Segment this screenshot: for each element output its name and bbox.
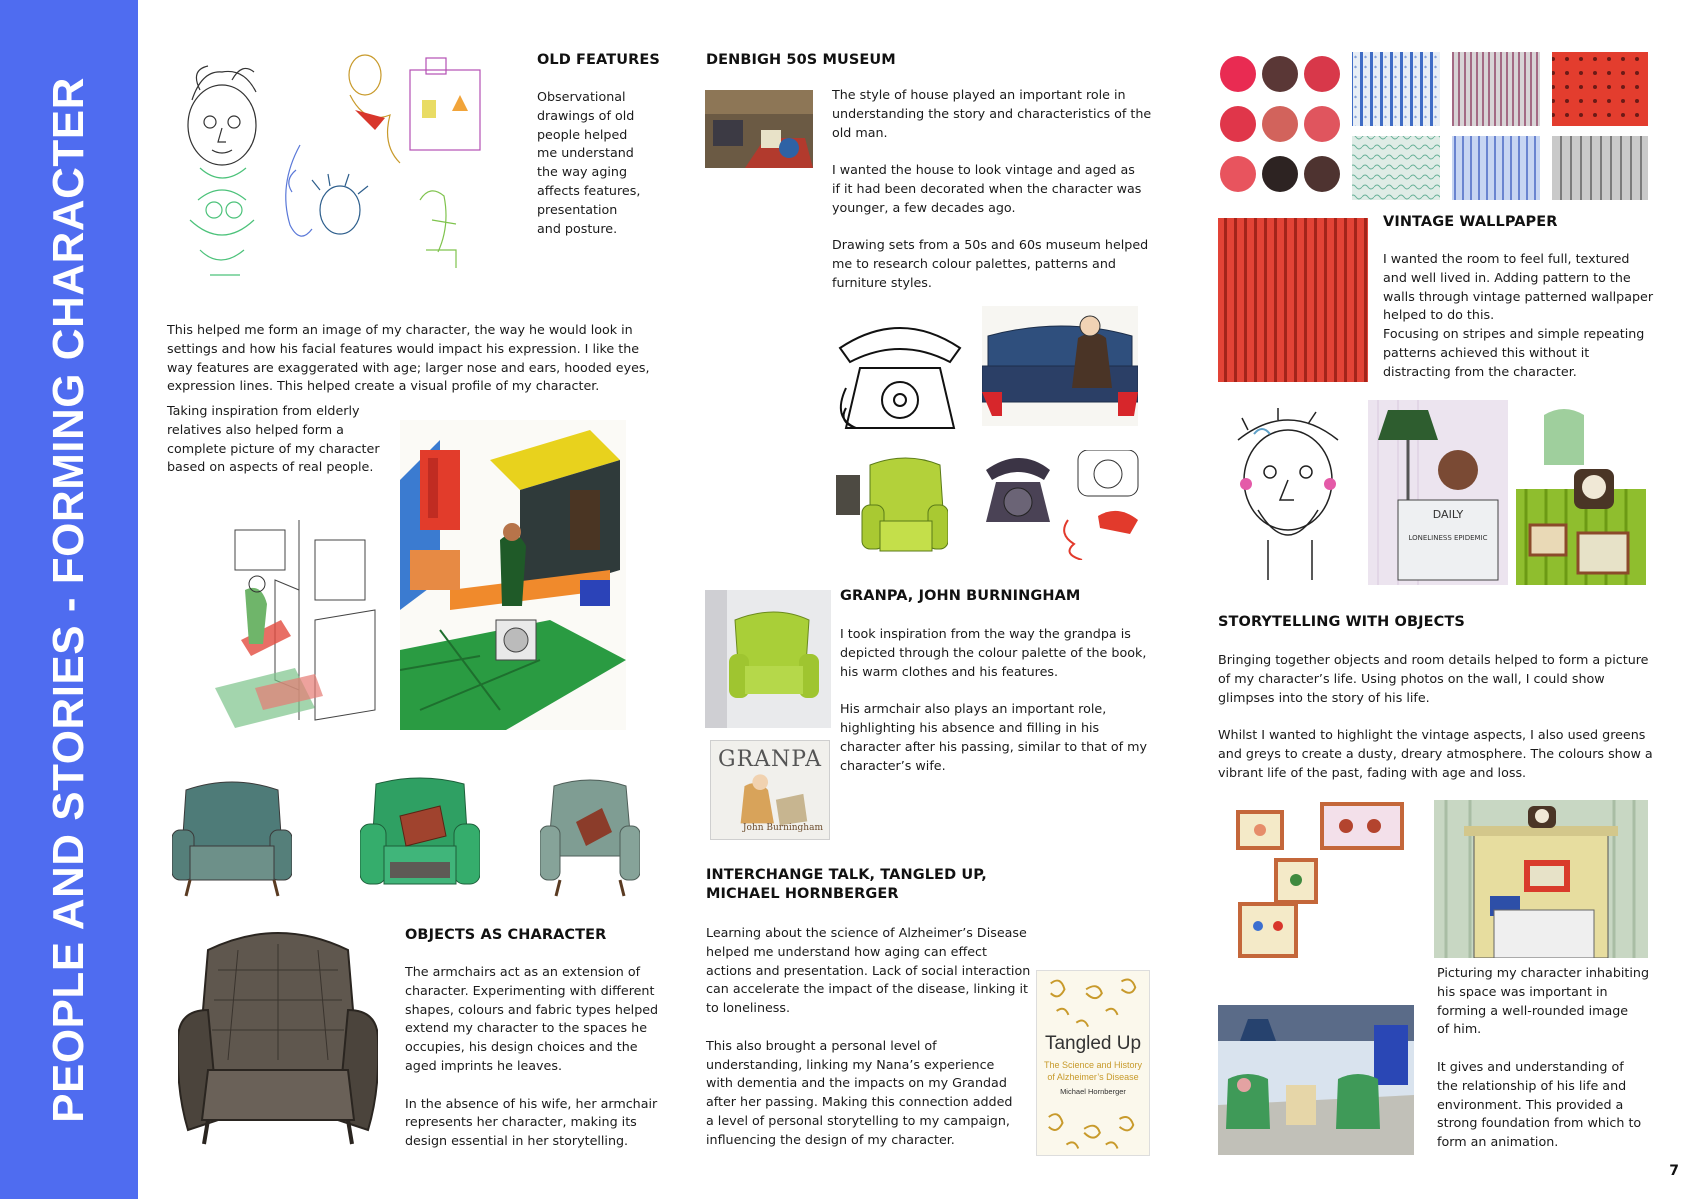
red-telephone-sketch — [1058, 450, 1148, 560]
denbigh-heading: DENBIGH 50S MUSEUM — [706, 52, 896, 68]
character-image-paragraph: This helped me form an image of my character, the way he would look in settings and how his facial features would impact his expression. I like the way features are exaggerated with age; larger nose and ears, hooded eyes, expression lines. This helped create a visual profile of my character. — [167, 322, 650, 394]
sidebar-title: PEOPLE AND STORIES - FORMING CHARACTER — [44, 77, 93, 1123]
vintage-wallpaper-text: I wanted the room to feel full, textured and well lived in. Adding pattern to the walls through vintage patterned wallpaper helped to do this. Focusing on stripes and simple repeating patterns achieved this without it distracting from the character. — [1383, 251, 1654, 379]
tangled-up-book-cover — [1036, 970, 1150, 1156]
bearded-man-sketch — [1218, 400, 1358, 585]
living-room-two-chairs-drawing — [1218, 1005, 1414, 1155]
sofa-with-man-drawing — [982, 306, 1138, 426]
green-armchair-drawing — [836, 455, 948, 555]
vintage-wallpaper-heading: VINTAGE WALLPAPER — [1383, 214, 1558, 230]
interchange-heading-line-1: INTERCHANGE TALK, TANGLED UP, — [706, 867, 987, 883]
sidebar — [0, 0, 138, 1199]
granpa-book-author: John Burningham — [742, 823, 823, 833]
objects-as-character-text: The armchairs act as an extension of character. Experimenting with different shapes, colours and fabric types helped extend my character to the spaces he occupies, his design choices and the aged imprints he leaves. In the absence of his wife, her armchair represents her character, making its design essential in her storytelling. — [405, 964, 659, 1149]
old-features-heading: OLD FEATURES — [537, 52, 660, 68]
armchair-sketch-green-cushion — [360, 776, 480, 900]
newspaper-headline: LONELINESS EPIDEMIC — [1408, 534, 1488, 542]
old-features-sketches — [170, 50, 518, 295]
leather-armchair-drawing — [178, 930, 378, 1150]
telephone-sketch — [830, 318, 970, 438]
storytelling-heading: STORYTELLING WITH OBJECTS — [1218, 614, 1465, 630]
granpa-book-title: GRANPA — [718, 747, 822, 772]
granpa-book-cover — [710, 740, 830, 840]
tangled-up-book-author: Michael Hornberger — [1060, 1087, 1126, 1096]
granpa-text: I took inspiration from the way the grandpa is depicted through the colour palette of the book, his warm clothes and his features. His armchair also plays an important role, highlighting his absence and filling in his character after his passing, similar to that of my character’s wife. — [840, 626, 1148, 773]
relatives-paragraph: Taking inspiration from elderly relatives also helped form a complete picture of my character based on aspects of real people. — [167, 403, 380, 475]
old-features-text: Observational drawings of old people helped me understand the way aging affects features, presentation and posture. — [537, 89, 641, 236]
tangled-up-book-subtitle: The Science and History of Alzheimer’s Disease — [1043, 1060, 1143, 1082]
armchair-sketch-blue — [172, 780, 292, 900]
objects-as-character-heading: OBJECTS AS CHARACTER — [405, 927, 607, 943]
man-reading-newspaper-drawing — [1368, 400, 1508, 585]
colour-swatches — [1218, 52, 1342, 196]
museum-photo — [705, 90, 813, 168]
armchair-sketch-grey — [540, 776, 640, 900]
page-number: 7 — [1669, 1163, 1679, 1179]
fireplace-room-drawing — [1434, 800, 1648, 958]
kitchen-sketch — [215, 520, 383, 728]
dark-telephone-drawing — [980, 450, 1056, 524]
newspaper-masthead: DAILY — [1432, 508, 1464, 521]
red-striped-wallpaper — [1218, 218, 1368, 382]
denbigh-text: The style of house played an important role in understanding the story and characteristics of the old man. I wanted the house to look vintage and aged as if it had been decorated when the character was younger, a few decades ago. Drawing sets from a 50s and 60s museum helped me to research colour palettes, patterns and furniture styles. — [832, 87, 1152, 290]
storytelling-text: Bringing together objects and room details helped to form a picture of my character’s life. Using photos on the wall, I could show glimpses into the story of his life. Whilst I wanted to highlight the vintage aspects, I also used greens and greys to create a dusty, dreary atmosphere. The colours show a vibrant life of the past, fading with age and loss. — [1218, 652, 1653, 780]
photo-frames-sketch — [1230, 800, 1410, 960]
granpa-heading: GRANPA, JOHN BURNINGHAM — [840, 588, 1081, 604]
interchange-text: Learning about the science of Alzheimer’s Disease helped me understand how aging can effect actions and presentation. Lack of social interaction can accelerate the impact of the disease, linking it to loneliness. This also brought a personal level of understanding, linking my Nana’s experience with dementia and the impacts on my Grandad after her passing. Making this connection added a level of personal storytelling to my campaign, influencing the design of my character. — [706, 925, 1031, 1147]
granpa-book-inside — [705, 590, 831, 728]
kitchen-colour-drawing — [400, 420, 626, 730]
interchange-heading-line-2: MICHAEL HORNBERGER — [706, 886, 899, 902]
wallpaper-swatches — [1350, 52, 1650, 202]
picturing-text: Picturing my character inhabiting his space was important in forming a well-rounded image of him. It gives and understanding of the relationship of his life and environment. This provided a strong foundation from which to form an animation. — [1437, 965, 1650, 1150]
tangled-up-book-title: Tangled Up — [1044, 1033, 1142, 1054]
clock-and-frames-drawing — [1516, 405, 1646, 585]
